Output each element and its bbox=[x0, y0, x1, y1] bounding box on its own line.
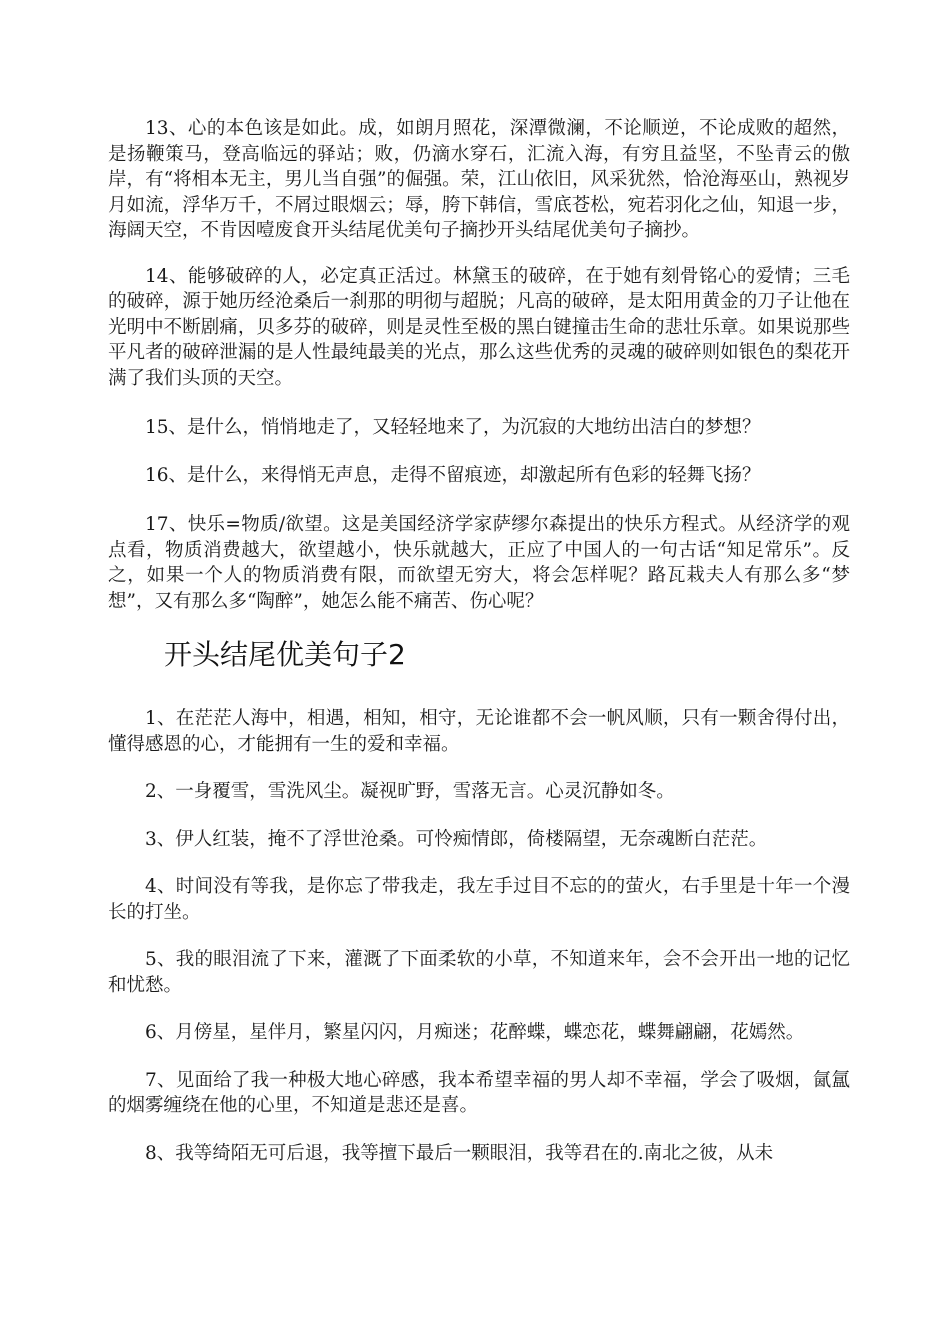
paragraph-16: 16、是什么，来得悄无声息，走得不留痕迹，却激起所有色彩的轻舞飞扬？ bbox=[145, 464, 761, 486]
paragraph-s2-8: 8、我等绮陌无可后退，我等擅下最后一颗眼泪，我等君在的.南北之彼，从未 bbox=[145, 1142, 774, 1164]
paragraph-s2-4: 4、时间没有等我，是你忘了带我走，我左手过目不忘的的萤火，右手里是十年一个漫长的打坐。 bbox=[108, 876, 850, 923]
paragraph-13: 13、心的本色该是如此。成，如朗月照花，深潭微澜，不论顺逆，不论成败的超然，是扬鞭策马，登高临远的驿站；败，仍滴水穿石，汇流入海，有穷且益坚，不坠青云的傲岸，有“将相本无主，男儿当自强”的倔强。荣，江山依旧，风采犹然，恰沧海巫山，熟视岁月如流，浮华万千，不屑过眼烟云；辱，胯下韩信，雪底苍松，宛若羽化之仙，知退一步，海阔天空，不肯因噎废食开头结尾优美句子摘抄开头结尾优美句子摘抄。 bbox=[108, 118, 850, 241]
paragraph-s2-1: 1、在茫茫人海中，相遇，相知，相守，无论谁都不会一帆风顺，只有一颗舍得付出，懂得感恩的心，才能拥有一生的爱和幸福。 bbox=[108, 708, 850, 755]
paragraph-s2-5: 5、我的眼泪流了下来，灌溉了下面柔软的小草，不知道来年，会不会开出一地的记忆和忧愁。 bbox=[108, 949, 850, 996]
paragraph-s2-2: 2、一身覆雪，雪洗风尘。凝视旷野，雪落无言。心灵沉静如冬。 bbox=[145, 781, 675, 802]
paragraph-14: 14、能够破碎的人，必定真正活过。林黛玉的破碎，在于她有刻骨铭心的爱情；三毛的破碎，源于她历经沧桑后一刹那的明彻与超脱；凡高的破碎，是太阳用黄金的刀子让他在光明中不断剧痛，贝多芬的破碎，则是灵性至极的黑白键撞击生命的悲壮乐章。如果说那些平凡者的破碎泄漏的是人性最纯最美的光点，那么这些优秀的灵魂的破碎则如银色的梨花开满了我们头顶的天空。 bbox=[108, 265, 850, 389]
paragraph-s2-7: 7、见面给了我一种极大地心碎感，我本希望幸福的男人却不幸福，学会了吸烟，氤氲的烟雾缠绕在他的心里，不知道是悲还是喜。 bbox=[108, 1069, 850, 1116]
paragraph-s2-6: 6、月傍星，星伴月，繁星闪闪，月痴迷；花醉蝶，蝶恋花，蝶舞翩翩，花嫣然。 bbox=[145, 1022, 805, 1043]
document-page bbox=[108, 116, 850, 1188]
paragraph-17: 17、快乐=物质/欲望。这是美国经济学家萨缪尔森提出的快乐方程式。从经济学的观点看，物质消费越大，欲望越小，快乐就越大，正应了中国人的一句古话“知足常乐”。反之，如果一个人的物质消费有限，而欲望无穷大，将会怎样呢？路瓦栽夫人有那么多“梦想”，又有那么多“陶醉”，她怎么能不痛苦、伤心呢？ bbox=[108, 514, 850, 612]
paragraph-s2-3: 3、伊人红装，掩不了浮世沧桑。可怜痴情郎，倚楼隔望，无奈魂断白茫茫。 bbox=[145, 828, 768, 850]
paragraph-15: 15、是什么，悄悄地走了，又轻轻地来了，为沉寂的大地纺出洁白的梦想？ bbox=[145, 417, 761, 438]
section-heading: 开头结尾优美句子2 bbox=[164, 638, 406, 671]
